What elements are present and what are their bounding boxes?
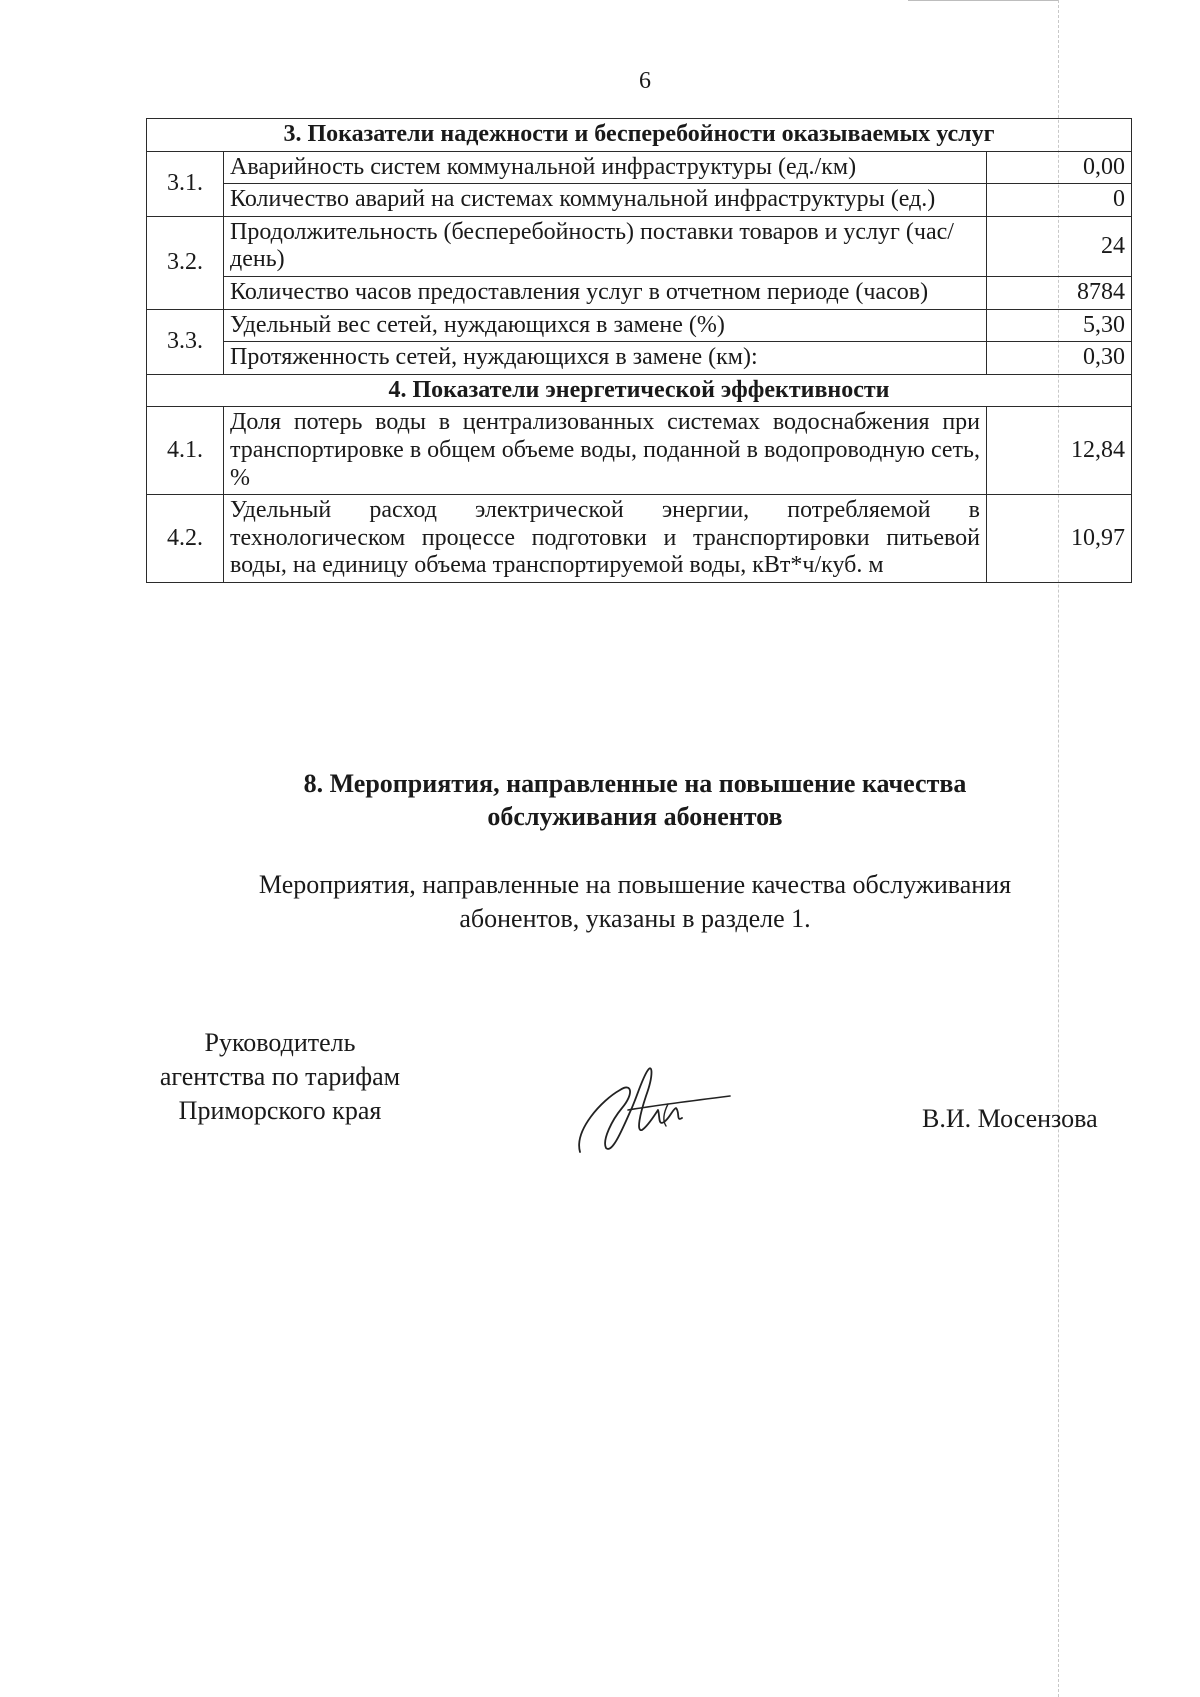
handwritten-signature — [572, 1060, 742, 1160]
section-8-paragraph — [210, 868, 1060, 936]
section-8-text-line: абонентов, указаны в разделе 1. — [459, 903, 811, 933]
table-row — [147, 342, 1132, 375]
indicator-description: Удельный вес сетей, нуждающихся в замене (%) — [224, 309, 987, 342]
signatory-name: В.И. Мосензова — [922, 1104, 1098, 1133]
table-row — [147, 216, 1132, 276]
page-number: 6 — [639, 68, 651, 94]
position-line: Приморского края — [178, 1095, 382, 1125]
indicator-value: 8784 — [987, 276, 1132, 309]
indicators-table — [146, 118, 1132, 583]
section-4-header-row — [147, 374, 1132, 407]
indicator-value: 24 — [987, 216, 1132, 276]
row-number: 3.3. — [147, 309, 224, 374]
section-4-title: 4. Показатели энергетической эффективности — [147, 374, 1132, 407]
section-8-heading-line: 8. Мероприятия, направленные на повышение качества — [303, 769, 967, 798]
indicator-value: 5,30 — [987, 309, 1132, 342]
signatory-position — [130, 1026, 430, 1127]
row-number: 4.1. — [147, 407, 224, 495]
table-row — [147, 151, 1132, 184]
section-3-header-row — [147, 119, 1132, 152]
indicator-description: Аварийность систем коммунальной инфраструктуры (ед./км) — [224, 151, 987, 184]
table-row — [147, 309, 1132, 342]
section-3-title: 3. Показатели надежности и бесперебойности оказываемых услуг — [147, 119, 1132, 152]
indicator-description: Удельный расход электрической энергии, потребляемой в технологическом процессе подготовки и транспортировки питьевой воды, на единицу объема транспортируемой воды, кВт*ч/куб. м — [224, 495, 987, 583]
position-line: агентства по тарифам — [159, 1061, 401, 1091]
indicator-value: 0 — [987, 184, 1132, 217]
indicator-description: Доля потерь воды в централизованных системах водоснабжения при транспортировке в общем объеме воды, поданной в водопроводную сеть, % — [224, 407, 987, 495]
table-row — [147, 184, 1132, 217]
indicator-value: 0,00 — [987, 151, 1132, 184]
row-number: 3.1. — [147, 151, 224, 216]
section-8-heading — [240, 768, 1030, 833]
row-number: 3.2. — [147, 216, 224, 309]
indicator-value: 0,30 — [987, 342, 1132, 375]
indicator-description: Количество часов предоставления услуг в отчетном периоде (часов) — [224, 276, 987, 309]
indicator-value: 12,84 — [987, 407, 1132, 495]
table-row — [147, 276, 1132, 309]
indicator-description: Количество аварий на системах коммунальной инфраструктуры (ед.) — [224, 184, 987, 217]
section-8-heading-line: обслуживания абонентов — [487, 801, 783, 831]
section-8-text-line: Мероприятия, направленные на повышение качества обслуживания — [258, 870, 1012, 899]
indicator-description: Протяженность сетей, нуждающихся в замене (км): — [224, 342, 987, 375]
indicator-description: Продолжительность (бесперебойность) поставки товаров и услуг (час/день) — [224, 216, 987, 276]
scan-fold-line-top — [908, 0, 1058, 1]
table-row — [147, 407, 1132, 495]
table-row — [147, 495, 1132, 583]
indicator-value: 10,97 — [987, 495, 1132, 583]
position-line: Руководитель — [204, 1028, 356, 1057]
row-number: 4.2. — [147, 495, 224, 583]
